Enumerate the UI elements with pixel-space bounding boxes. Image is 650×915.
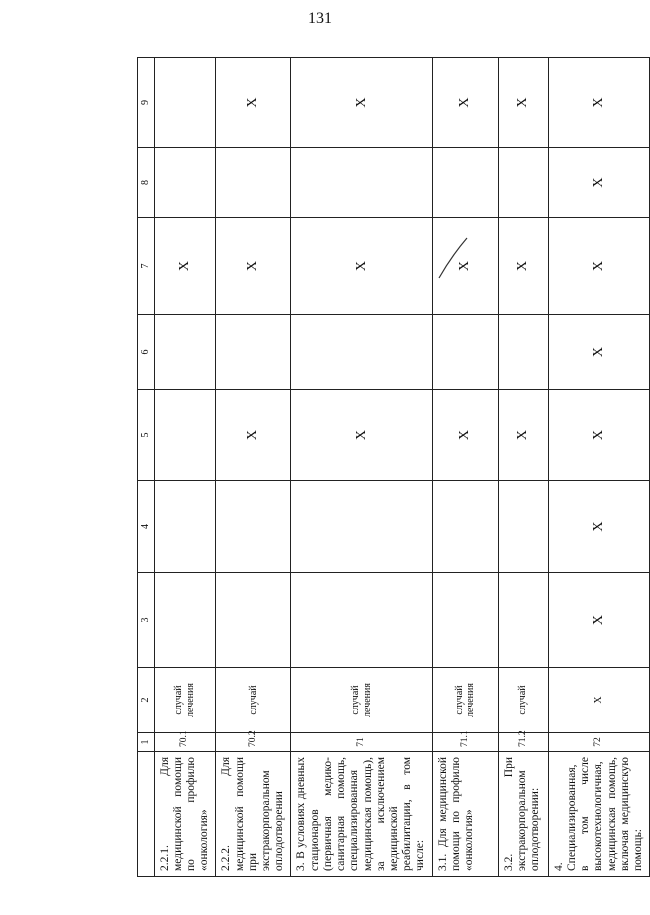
row-code: 70.2 [216, 733, 291, 752]
column-header: 6 [138, 315, 155, 390]
row-description: 3.1. Для медицинской помощи по профилю «онкология» [432, 752, 498, 877]
cell-col8 [216, 148, 291, 218]
cell-col9 [154, 58, 216, 148]
cell-col8 [432, 148, 498, 218]
cell-col9: Х [291, 58, 432, 148]
cell-col7: Х [498, 218, 548, 315]
table-row [216, 58, 291, 877]
column-header: 3 [138, 573, 155, 668]
cell-col7: Х [154, 218, 216, 315]
cell-col9: Х [498, 58, 548, 148]
column-header: 1 [138, 733, 155, 752]
cell-col6 [432, 315, 498, 390]
cell-col3 [498, 573, 548, 668]
table-row [548, 58, 650, 877]
cell-col3: Х [548, 573, 650, 668]
table-row [154, 58, 216, 877]
cell-col7: Х [216, 218, 291, 315]
cell-col5: Х [432, 390, 498, 481]
row-code: 71.1 [432, 733, 498, 752]
row-description: 2.2.2. Для медицинской помощи при экстракорпоральном оплодотворении [216, 752, 291, 877]
row-unit: Х [548, 668, 650, 733]
row-description: 3. В условиях дневных стационаров (первичная медико-санитарная помощь, специализированная медицинская помощь), за исключением медицинской реабилитации, в том числе: [291, 752, 432, 877]
cell-col8 [154, 148, 216, 218]
column-header: 2 [138, 668, 155, 733]
row-code: 71 [291, 733, 432, 752]
cell-col3 [216, 573, 291, 668]
cell-col4 [291, 481, 432, 573]
cell-col6 [216, 315, 291, 390]
cell-col6 [291, 315, 432, 390]
column-header: 9 [138, 58, 155, 148]
cell-col3 [291, 573, 432, 668]
row-unit: случай лечения [291, 668, 432, 733]
cell-col5: Х [216, 390, 291, 481]
row-code: 72 [548, 733, 650, 752]
cell-col5: Х [548, 390, 650, 481]
column-header: 5 [138, 390, 155, 481]
cell-col7: Х [291, 218, 432, 315]
row-code: 70.1 [154, 733, 216, 752]
cell-col3 [154, 573, 216, 668]
row-description: 3.2. При экстракорпоральном оплодотворении: [498, 752, 548, 877]
column-header: 4 [138, 481, 155, 573]
cell-col4 [216, 481, 291, 573]
row-code: 71.2 [498, 733, 548, 752]
row-unit: случай [216, 668, 291, 733]
handwritten-stroke-mark [433, 234, 473, 284]
cell-col5 [154, 390, 216, 481]
rotated-table-container [137, 58, 644, 877]
cell-col7: Х [432, 218, 498, 315]
cell-col4 [432, 481, 498, 573]
rotated-table-wrapper [137, 58, 644, 877]
cell-col8 [291, 148, 432, 218]
cell-col4 [498, 481, 548, 573]
row-description: 4. Специализированная, в том числе высокотехнологичная, медицинская помощь, включая медицинскую помощь: [548, 752, 650, 877]
cell-col8 [498, 148, 548, 218]
cell-col9: Х [216, 58, 291, 148]
cell-col6: Х [548, 315, 650, 390]
cell-col3 [432, 573, 498, 668]
column-header: 7 [138, 218, 155, 315]
table-row [432, 58, 498, 877]
cell-col7: Х [548, 218, 650, 315]
row-unit: случай лечения [432, 668, 498, 733]
cell-col9: Х [548, 58, 650, 148]
table-row [291, 58, 432, 877]
cell-col4 [154, 481, 216, 573]
cell-col6 [154, 315, 216, 390]
table-row [498, 58, 548, 877]
row-description: 2.2.1. Для медицинской помощи по профилю «онкология» [154, 752, 216, 877]
cell-col6 [498, 315, 548, 390]
cell-col5: Х [498, 390, 548, 481]
cell-col5: Х [291, 390, 432, 481]
cell-col4: Х [548, 481, 650, 573]
column-header [138, 752, 155, 877]
row-unit: случай [498, 668, 548, 733]
page-number: 131 [308, 10, 332, 27]
column-header: 8 [138, 148, 155, 218]
data-table [137, 57, 650, 877]
cell-col8: Х [548, 148, 650, 218]
cell-col9: Х [432, 58, 498, 148]
header-row [138, 58, 155, 877]
row-unit: случай лечения [154, 668, 216, 733]
